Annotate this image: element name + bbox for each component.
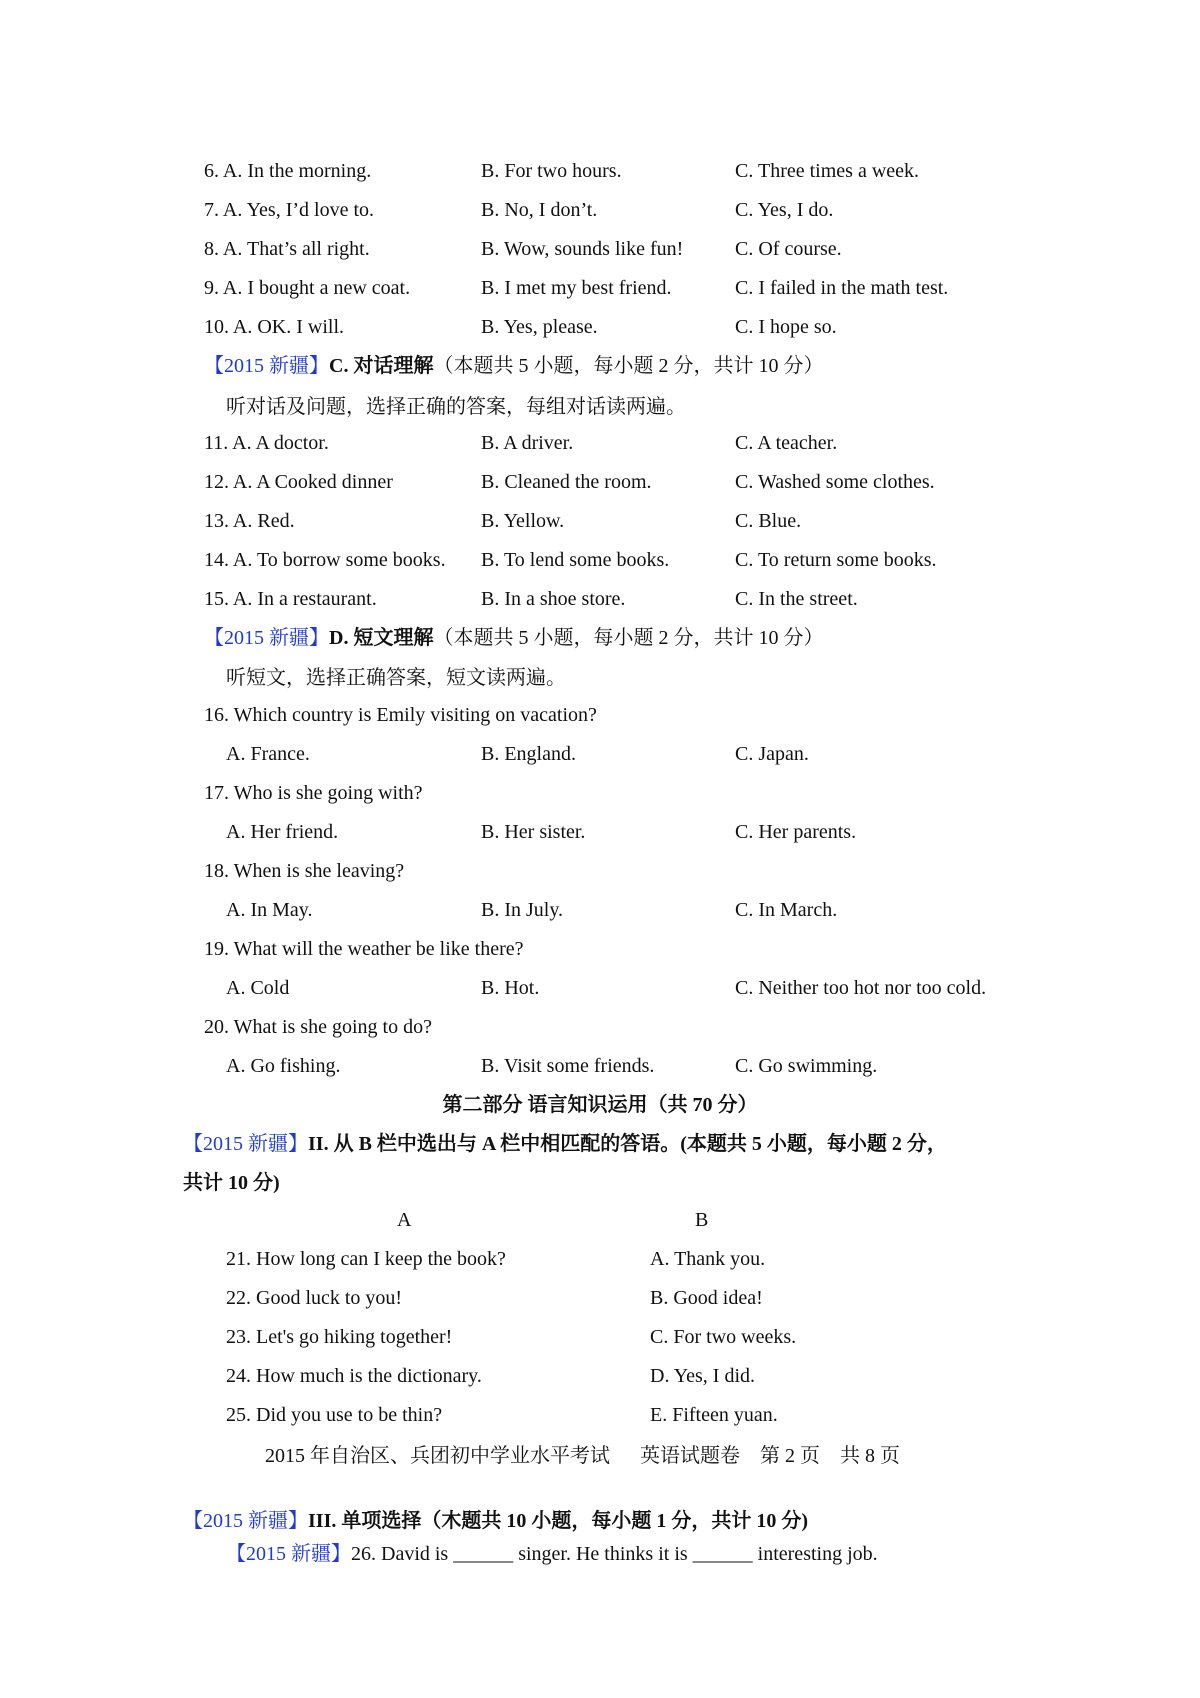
option-b: B. Visit some friends. — [481, 1055, 655, 1077]
source-tag: 【2015 新疆】 — [204, 355, 329, 377]
section-d-instruction: 听短文，选择正确答案，短文读两遍。 — [226, 667, 566, 689]
section-ii-title-cont: 共计 10 分) — [183, 1172, 280, 1194]
option-c: C. To return some books. — [735, 549, 937, 571]
option-a: A. Cold — [226, 977, 290, 999]
match-item-a: 22. Good luck to you! — [226, 1287, 403, 1309]
page-footer: 2015 年自治区、兵团初中学业水平考试 英语试题卷 第 2 页 共 8 页 — [265, 1445, 900, 1467]
option-c: C. Japan. — [735, 743, 809, 765]
option-a: A. OK. I will. — [232, 316, 345, 338]
question-text: 26. David is ______ singer. He thinks it is ______ interesting job. — [351, 1543, 878, 1565]
section-title: II. 从 B 栏中选出与 A 栏中相匹配的答语。(本题共 5 小题，每小题 2 分， — [308, 1133, 947, 1155]
question-text: 17. Who is she going with? — [204, 782, 423, 804]
option-c: C. Washed some clothes. — [735, 471, 935, 493]
option-a: A. France. — [226, 743, 310, 765]
part-2-title: 第二部分 语言知识运用（共 70 分） — [442, 1094, 758, 1116]
source-tag: 【2015 新疆】 — [183, 1510, 308, 1532]
source-tag: 【2015 新疆】 — [183, 1133, 308, 1155]
question-text: 16. Which country is Emily visiting on vacation? — [204, 704, 597, 726]
option-c: C. Three times a week. — [735, 160, 920, 182]
item-number: 7. — [204, 199, 219, 221]
source-tag: 【2015 新疆】 — [226, 1543, 351, 1565]
item-number: 8. — [204, 238, 219, 260]
section-note: （本题共 5 小题，每小题 2 分，共计 10 分） — [433, 627, 824, 649]
option-b: B. In a shoe store. — [481, 588, 626, 610]
item-number: 11. — [204, 432, 229, 454]
option-a: A. That’s all right. — [222, 238, 370, 260]
item-number: 9. — [204, 277, 219, 299]
item-number: 13. — [204, 510, 229, 532]
column-b-header: B — [695, 1209, 709, 1231]
option-b: B. A driver. — [481, 432, 574, 454]
item-number: 10. — [204, 316, 229, 338]
option-a: A. A Cooked dinner — [232, 471, 393, 493]
item-number: 6. — [204, 160, 219, 182]
match-item-b: D. Yes, I did. — [650, 1365, 756, 1387]
match-item-a: 23. Let's go hiking together! — [226, 1326, 453, 1348]
section-c-instruction: 听对话及问题，选择正确的答案，每组对话读两遍。 — [226, 396, 686, 418]
section-iii-header — [183, 1504, 808, 1533]
option-b: B. Hot. — [481, 977, 540, 999]
option-b: B. I met my best friend. — [481, 277, 672, 299]
question-text: 18. When is she leaving? — [204, 860, 405, 882]
option-a: A. Her friend. — [226, 821, 339, 843]
option-c: C. Her parents. — [735, 821, 857, 843]
option-a: A. In the morning. — [222, 160, 372, 182]
match-item-b: A. Thank you. — [650, 1248, 766, 1270]
option-a: A. A doctor. — [232, 432, 329, 454]
source-tag: 【2015 新疆】 — [204, 627, 329, 649]
option-b: B. Her sister. — [481, 821, 586, 843]
option-c: C. Neither too hot nor too cold. — [735, 977, 987, 999]
option-b: B. Yellow. — [481, 510, 565, 532]
option-b: B. In July. — [481, 899, 564, 921]
match-item-a: 24. How much is the dictionary. — [226, 1365, 482, 1387]
option-c: C. I hope so. — [735, 316, 837, 338]
option-c: C. In March. — [735, 899, 838, 921]
option-a: A. In May. — [226, 899, 313, 921]
option-b: B. No, I don’t. — [481, 199, 598, 221]
option-c: C. Yes, I do. — [735, 199, 834, 221]
option-a: A. In a restaurant. — [232, 588, 377, 610]
option-a: A. Go fishing. — [226, 1055, 341, 1077]
section-title: C. 对话理解 — [329, 355, 434, 377]
question-26 — [226, 1537, 878, 1566]
section-c-header — [204, 349, 823, 378]
option-c: C. I failed in the math test. — [735, 277, 949, 299]
item-number: 12. — [204, 471, 229, 493]
option-b: B. Wow, sounds like fun! — [481, 238, 684, 260]
match-item-b: B. Good idea! — [650, 1287, 763, 1309]
option-a: A. To borrow some books. — [232, 549, 446, 571]
section-ii-header — [183, 1127, 947, 1156]
section-note: （本题共 5 小题，每小题 2 分，共计 10 分） — [433, 355, 824, 377]
item-number: 15. — [204, 588, 229, 610]
option-b: B. England. — [481, 743, 576, 765]
option-b: B. Cleaned the room. — [481, 471, 652, 493]
option-c: C. Go swimming. — [735, 1055, 878, 1077]
question-text: 19. What will the weather be like there? — [204, 938, 524, 960]
option-c: C. Of course. — [735, 238, 842, 260]
option-b: B. Yes, please. — [481, 316, 598, 338]
option-c: C. In the street. — [735, 588, 858, 610]
column-a-header: A — [397, 1209, 412, 1231]
option-c: C. A teacher. — [735, 432, 838, 454]
section-d-header — [204, 621, 823, 650]
match-item-a: 21. How long can I keep the book? — [226, 1248, 506, 1270]
option-a: A. I bought a new coat. — [222, 277, 411, 299]
item-number: 14. — [204, 549, 229, 571]
option-b: B. To lend some books. — [481, 549, 670, 571]
option-c: C. Blue. — [735, 510, 802, 532]
match-item-a: 25. Did you use to be thin? — [226, 1404, 443, 1426]
match-item-b: C. For two weeks. — [650, 1326, 797, 1348]
match-item-b: E. Fifteen yuan. — [650, 1404, 778, 1426]
section-title: D. 短文理解 — [329, 627, 434, 649]
option-b: B. For two hours. — [481, 160, 622, 182]
option-a: A. Red. — [232, 510, 295, 532]
section-title: III. 单项选择（木题共 10 小题，每小题 1 分，共计 10 分) — [308, 1510, 809, 1532]
option-a: A. Yes, I’d love to. — [222, 199, 375, 221]
question-text: 20. What is she going to do? — [204, 1016, 432, 1038]
